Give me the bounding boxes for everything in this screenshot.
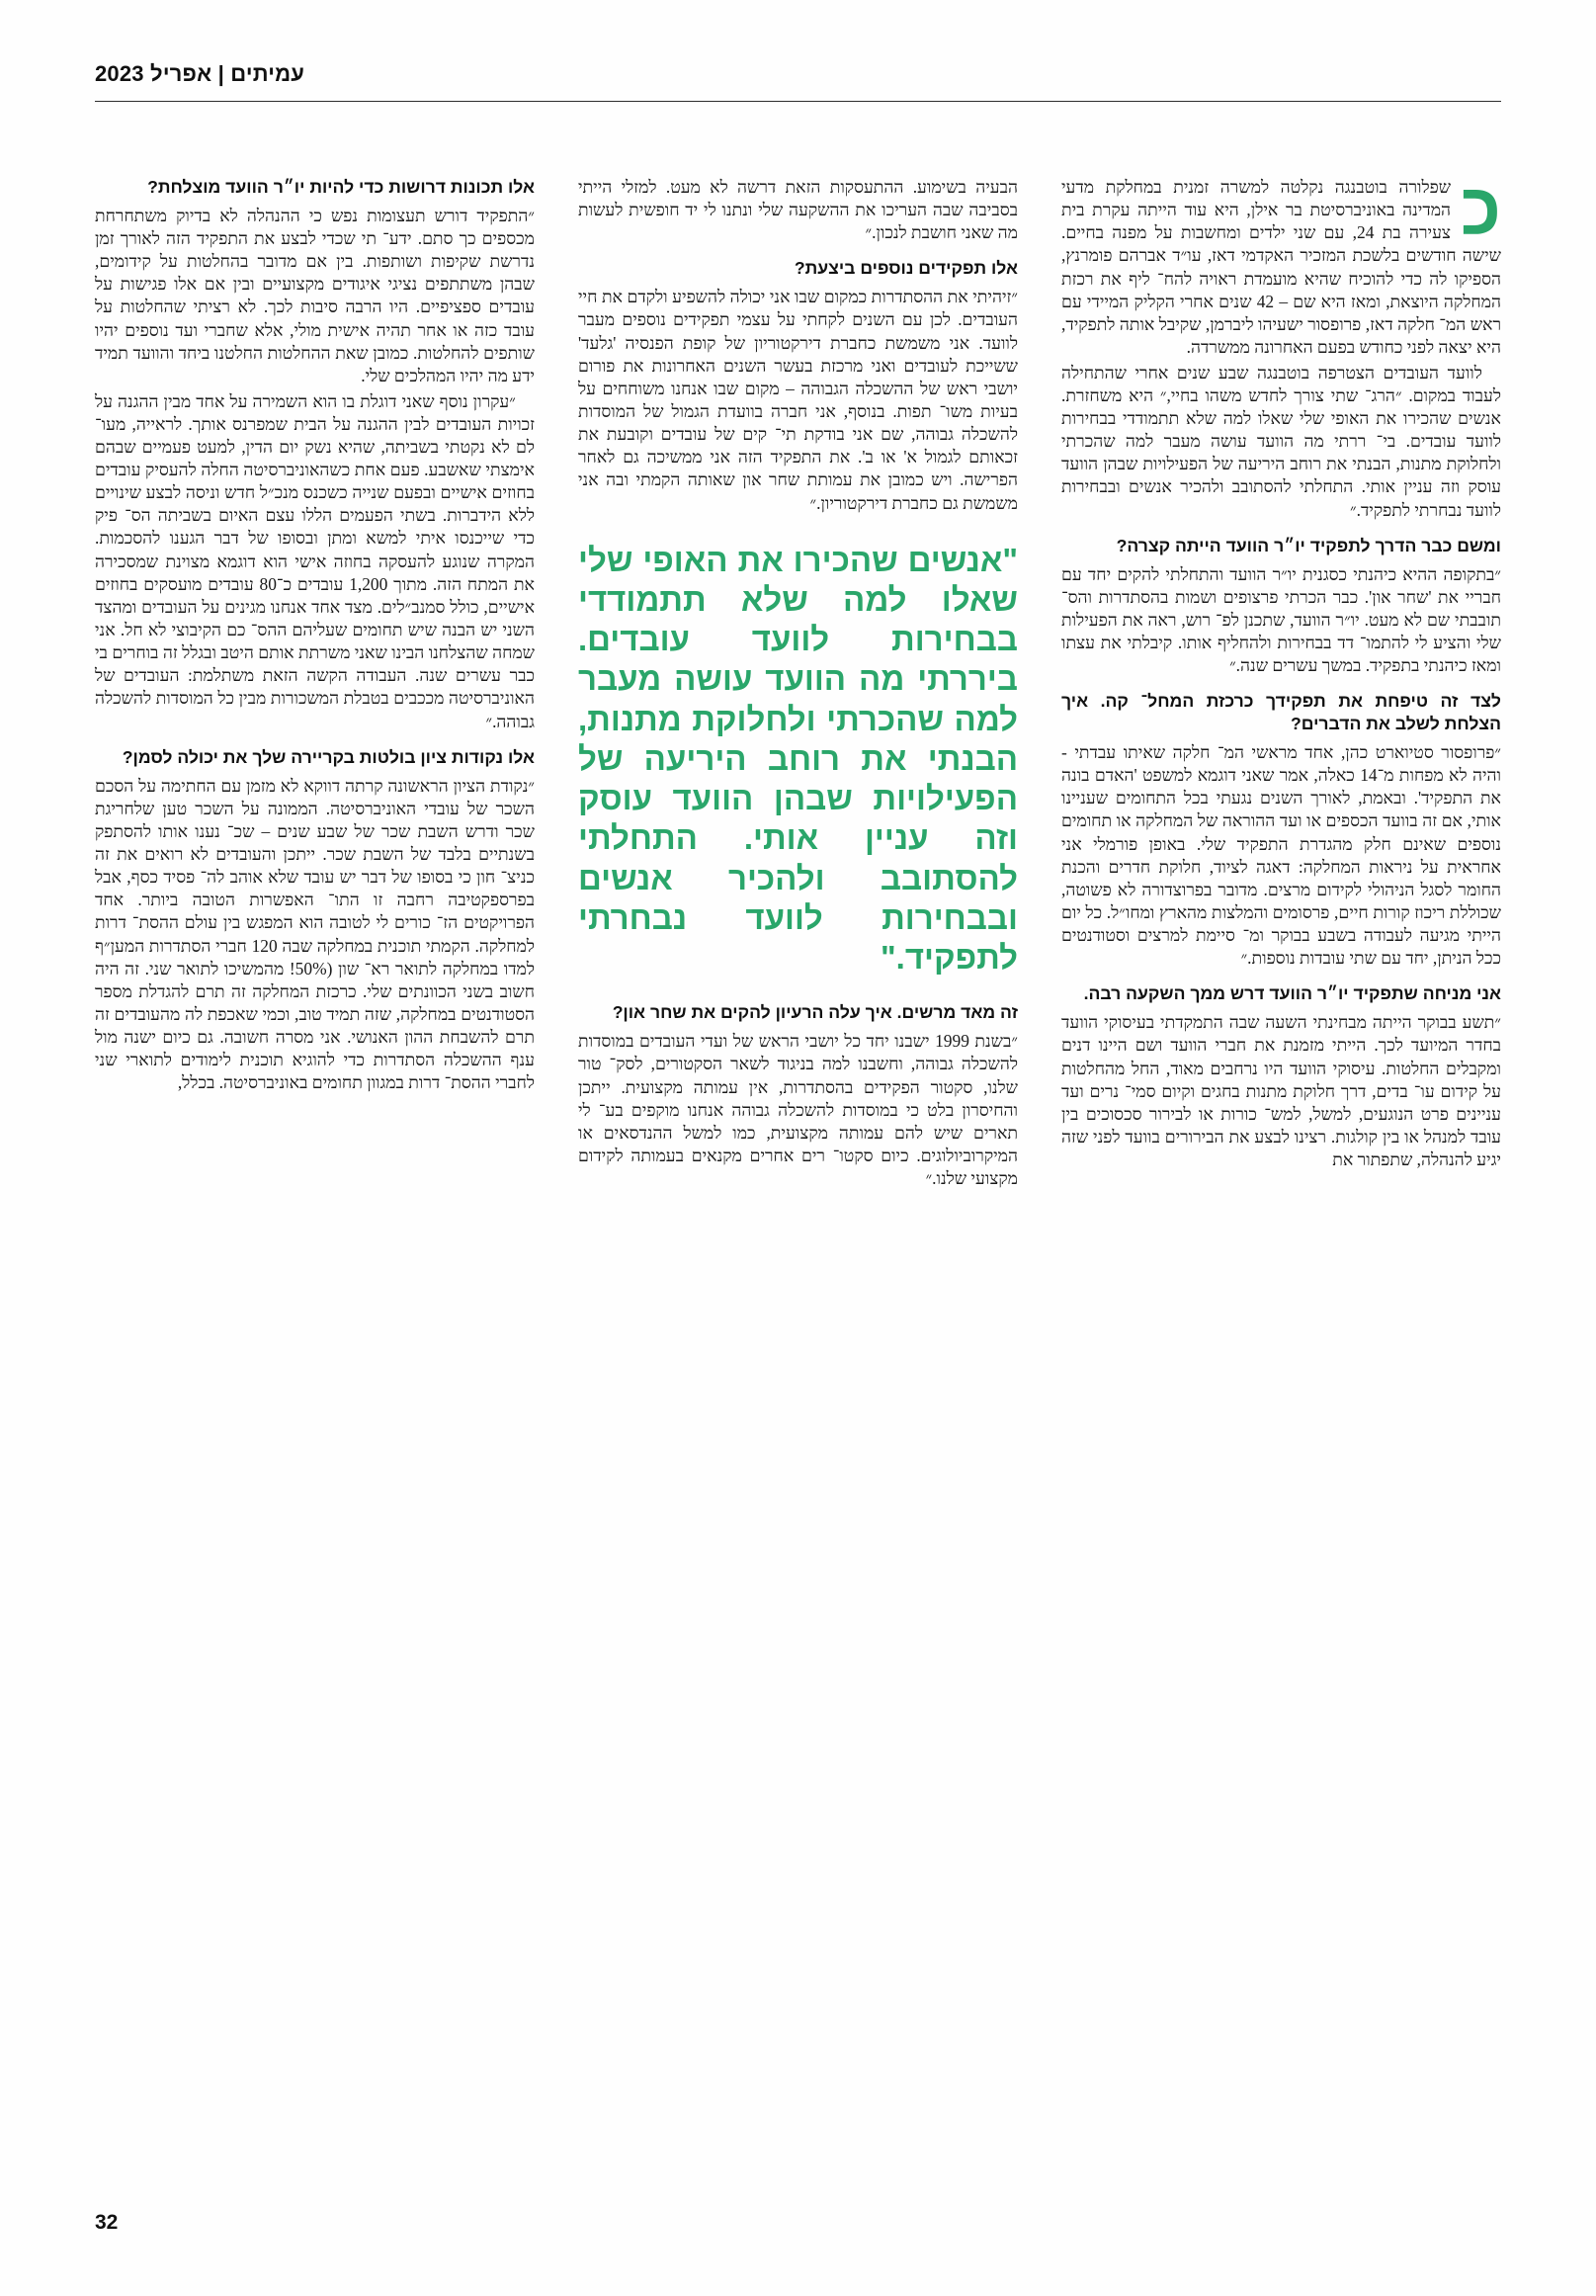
column-middle bbox=[578, 176, 1018, 2153]
page-header bbox=[95, 61, 1501, 102]
page-number: 32 bbox=[95, 2211, 119, 2234]
question-heading: אני מניחה שתפקיד יו״ר הוועד דרש ממך השקעה רבה. bbox=[1083, 983, 1501, 1004]
column-right bbox=[1061, 168, 1501, 2153]
header-divider bbox=[95, 101, 1501, 102]
question-heading: אלו נקודות ציון בולטות בקריירה שלך את יכולה לסמן? bbox=[122, 746, 535, 767]
body-paragraph: ״תשע בבוקר הייתה מבחינתי השעה שבה התמקדתי בעיסוקי הוועד בחדר המיועד לכך. הייתי מזמנת את חברי הוועד ושם היינו דנים ומקבלים החלטות. עיסוקי הוועד היו נרחבים מאוד, החל מהחלטות על קידום עו־ בדים, דרך חלוקת מתנות בחגים וקיום סמי־ נרים ועד עניינים פרט הנוגעים, למשל, למש־ כורות או לבירור סכסוכים בין עובד למנהל או בין קולגות. רצינו לבצע את הבירורים בוועד לפני שזה יגיע להנהלה, שתפתור את bbox=[1061, 1012, 1501, 1170]
body-paragraph: לוועד העובדים הצטרפה בוטבנגה שבע שנים אחרי שהתחילה לעבוד במקום. ״הרג־ שתי צורך לחדש משהו בחיי,״ היא משחזרת. אנשים שהכירו את האופי שלי שאלו למה שלא תתמודדי בבחירות לוועד עובדים. בי־ ררתי מה הוועד עושה מעבר למה שהכרתי ולחלוקת מתנות, הבנתי את רוחב היריעה של הפעילויות שבהן הוועד עוסק וזה עניין אותי. התחלתי להסתובב ולהכיר אנשים ובבחירות לוועד נבחרתי לתפקיד.״ bbox=[1061, 362, 1501, 520]
question-heading: ומשם כבר הדרך לתפקיד יו״ר הוועד הייתה קצרה? bbox=[1116, 535, 1501, 555]
body-paragraph: ״נקודת הציון הראשונה קרתה דווקא לא מזמן עם החתימה על הסכם השכר של עובדי האוניברסיטה. הממונה על השכר טען שלחריגת שכר ודרש השבת שכר של שבע שנים – שכ־ נענו אותו להסתפק בשנתיים בלבד של השבת שכר. ייתכן והעובדים לא רואים את זה כניצ־ חון כי בסופו של דבר יש עובד שלא אוהב לה־ פסיד כסף, אבל בפרספקטיבה רחבה זו התו־ האפשרות הטובה ביותר. אחד הפרויקטים הז־ כורים לי לטובה הוא המפגש בין עולם ההסת־ דרות למחלקה. הקמתי תוכנית במחלקה שבה 120 חברי הסתדרות המען״ף למדו במחלקה לתואר רא־ שון (50%! מהמשיכו לתואר שני. זה היה חשוב בשני הכוונתים שלי. כרכזת המחלקה זה תרם להגדלת מספר הסטודנטים במחלקה, שזה תמיד טוב, וכמי שאכפת לה מהעובדים זה תרם להשבחת ההון האנושי. אני מסרה חשובה. גם כיום ישנה מול ענף ההשכלה הסתדרות כדי להוגיא תוכנית לימודים לתוארי שני לחברי ההסת־ דרות במגוון תחומים באוניברסיטה. בכלל, bbox=[95, 775, 536, 1093]
question-heading: זה מאד מרשים. איך עלה הרעיון להקים את שחר און? bbox=[612, 1002, 1018, 1023]
body-paragraph: הבעיה בשימוע. ההתעסקות הזאת דרשה לא מעט. למזלי הייתי בסביבה שבה העריכו את ההשקעה שלי ונתנו לי יד חופשית לעשות מה שאני חושבת לנכון.״ bbox=[578, 177, 1018, 243]
question-heading: אלו תכונות דרושות כדי להיות יו״ר הוועד מוצלחת? bbox=[147, 177, 535, 197]
pull-quote: "אנשים שהכירו את האופי שלי שאלו למה שלא תתמודדי בבחירות לוועד עובדים. ביררתי מה הוועד עושה מעבר למה שהכרתי ולחלוקת מתנות, הבנתי את רוחב היריעה של הפעילויות שבהן הוועד עוסק וזה עניין אותי. התחלתי להסתובב ולהכיר אנשים ובבחירות לוועד נבחרתי לתפקיד." bbox=[578, 541, 1018, 977]
body-paragraph: ״זיהיתי את ההסתדרות כמקום שבו אני יכולה להשפיע ולקדם את חיי העובדים. לכן עם השנים לקחתי על עצמי תפקידים נוספים מעבר לוועד. אני משמשת כחברת דירקטוריון של קופת הפנסיה 'גלעד' ששייכת לעובדים ואני מרכזת בעשר השנים האחרונות את פורום יושבי ראש של ההשכלה הגבוהה – מקום שבו אנחנו משוחחים על בעיות משו־ תפות. בנוסף, אני חברה בוועדת הגמול של המוסדות להשכלה גבוהה, שם אני בודקת תי־ קים של עובדים וקובעת את זכאותם לגמול א' או ב'. את התפקיד הזה אני ממשיכה גם לאחר הפרישה. ויש כמובן את עמותת שחר און שאותה הקמתי ובה אני משמשת גם כחברת דירקטוריון.״ bbox=[578, 287, 1018, 513]
lead-paragraph bbox=[1061, 168, 1501, 359]
header-title: עמיתים | אפריל 2023 bbox=[95, 61, 305, 86]
column-left bbox=[95, 176, 535, 2153]
body-paragraph: ״עקרון נוסף שאני דוגלת בו הוא השמירה על אחד מבין ההגנה על זכויות העובדים לבין ההגנה על הבית שמפרנס אותך. לראייה, מעו־ לם לא נקטתי בשביתה, שהיא נשק יום הדין, למעט פעמיים שבהם אימצתי שאשבע. פעם אחת כשהאוניברסיטה החלה להעסיק עובדים בחוזים אישיים ובפעם שנייה כשכנס מנכ״ל חדש וניסה לבצע שינויים ללא הידברות. בשתי הפעמים הללו עצם האיום בשביתה הס־ פיק כדי שייכנסו איתי למשא ומתן ובסופו של דבר הגענו להסכמות. המקרה שנוגע להעסקה בחוזה אישי הוא דוגמא מצוינת שמסכירה את המתח הזה. מתוך 1,200 עובדים כ־80 עובדים מועסקים בחוזים אישיים, כולל סמנב״לים. מצד אחד אנחנו מגינים על העובדים ומהצד השני יש הבנה שיש תחומים שעליהם ההס־ כם הקיבוצי לא חל. אני שמחה שהצלחנו הבינו שאני משרתת אותם היטב ובגלל זה בוחרים בי כבר עשרים שנה. העבודה הקשה הזאת משתלמת: העובדים של האוניברסיטה מככבים בטבלת המשכורות מבין כל המוסדות להשכלה גבוהה.״ bbox=[95, 390, 535, 731]
question-heading: אלו תפקידים נוספים ביצעת? bbox=[794, 258, 1018, 279]
body-paragraph: ״בשנת 1999 ישבנו יחד כל יושבי הראש של ועדי העובדים במוסדות להשכלה גבוהה, וחשבנו למה בניגוד לשאר הסקטורים, לסק־ טור שלנו, סקטור הפקידים בהסתדרות, אין עמותה מקצועית. ייתכן והחיסרון בלט כי במוסדות להשכלה גבוהה אנחנו מוקפים בע־ לי תארים שיש להם עמותה מקצועית, כמו למשל ההנדסאים או המיקרוביולוגים. כיום סקטו־ רים אחרים מקנאים בעמותה לקידום מקצועי שלנו.״ bbox=[578, 1031, 1018, 1189]
drop-cap: כ bbox=[1461, 168, 1501, 250]
body-paragraph: ״התפקיד דורש תעצומות נפש כי ההנהלה לא בדיוק משתחרחת מכספים כך סתם. ידע־ תי שכדי לבצע את התפקיד הזה לאורך זמן נדרשת שקיפות ושותפות. בין אם מדובר בהחלטות על קידומים, שבהן משתתפים נציגי איגודים מקצועיים ובין אם אלו פגישות על עובדים ספציפיים. היו הרבה סיבות לכך. לא רציתי שהחלטות על עובד כזה או אחר תהיה אישית מולי, אלא שחברי ועד נוספים יהיו שותפים להחלטות. כמובן שאת ההחלטות החלטנו ביחד והוועד תמיד ידע מה יהיו המהלכים שלי. bbox=[95, 205, 535, 385]
question-heading: לצד זה טיפחת את תפקידך כרכזת המחל־ קה. איך הצלחת לשלב את הדברים? bbox=[1061, 691, 1501, 734]
lead-paragraph-text: שפלורה בוטבנגה נקלטה למשרה זמנית במחלקת מדעי המדינה באוניברסיטת בר אילן, היא עוד הייתה עקרת בית צעירה בת 24, עם שני ילדים ומחשבות על מפנה בחיים. שישה חודשים בלשכת המזכיר האקדמי דאז, עו״ד אברהם פומרנץ, הספיקו לה כדי להוכיח שהיא מועמדת ראויה להח־ ליף את רכזת המחלקה היוצאת, ומאז היא שם – 42 שנים אחרי הקליק המיידי עם ראש המ־ חלקה דאז, פרופסור ישעיהו ליברמן, שקיבל אותה לתפקיד, היא יצאה לפני כחודש בפעם האחרונה ממשרדה. bbox=[1061, 177, 1501, 357]
body-paragraph: ״בתקופה ההיא כיהנתי כסגנית יו״ר הוועד והתחלתי להקים יחד עם חבריי את 'שחר און'. כבר הכרתי פרצופים ושמות בהסתדרות והס־ תובבתי שם לא מעט. יו״ר הוועד, שתכנן לפ־ רוש, ראה את הפעילות שלי והציע לי להתמו־ דד בבחירות ולהחליף אותו. קיבלתי את עצתו ומאז כיהנתי בתפקיד. במשך עשרים שנה.״ bbox=[1061, 563, 1501, 676]
body-paragraph: ״פרופסור סטיוארט כהן, אחד מראשי המ־ חלקה שאיתו עבדתי - והיה לא מפחות מ־14 כאלה, אמר שאני דוגמא למשפט 'האדם בונה את התפקיד'. ובאמת, לאורך השנים נגעתי בכל התחומים שעניינו אותי, אם זה בוועד הכספים או ועד ההוראה של המחלקה או תחומים נוספים שאינם חלק מהגדרת התפקיד שלי. באופן פורמלי אני אחראית על ניראות המחלקה: דאגה לציוד, חלוקת חדרים והכנת החומר לסגל הניהולי לקידום מרצים. מדובר בפרוצדורה לא פשוטה, שכוללת ריכוז קורות חיים, פרסומים והמלצות מהארץ ומחו״ל. כל יום הייתי מגיעה לעבודה בשבע בבוקר ומ־ סיימת למרצים וסטודנטים ככל הניתן, יחד עם שתי עובדות נוספות.״ bbox=[1061, 742, 1501, 969]
article-columns bbox=[95, 168, 1501, 2153]
